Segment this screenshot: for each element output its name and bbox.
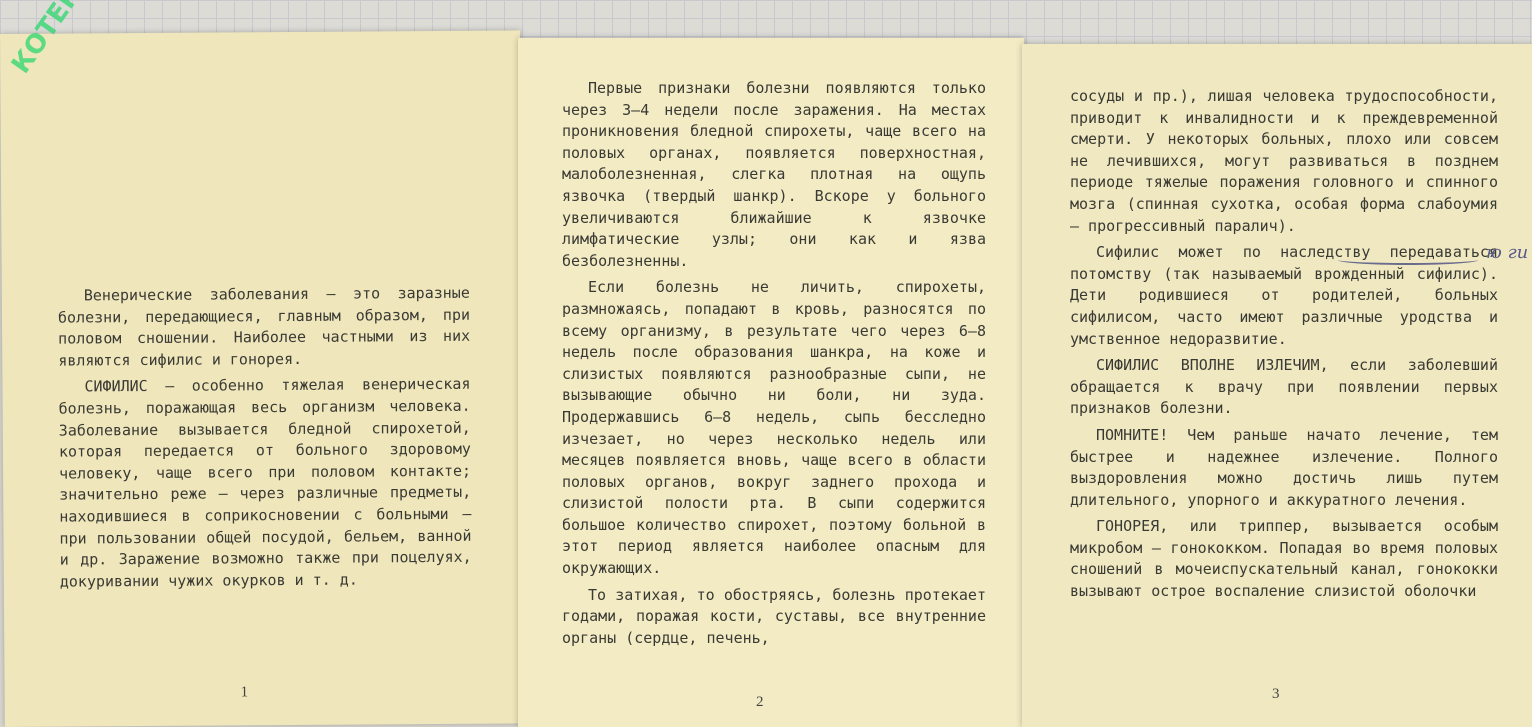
page-2-text bbox=[562, 78, 986, 649]
paragraph: сосуды и пр.), лишая человека трудоспособности, приводит к инвалидности и к преждевременной смерти. У некоторых больных, плохо или совсем не лечившихся, могут развиваться в позднем периоде тяжелые поражения головного и спинного мозга (спинная сухотка, особая форма слабоумия – прогрессивный паралич). bbox=[1070, 87, 1498, 235]
handwritten-note: ю ги bbox=[1486, 242, 1529, 263]
paragraph: ГОНОРЕЯ, или триппер, вызывается особым микробом – гонококком. Попадая во время половых сношений в мочеиспускательный канал, гонококки вызывают острое воспаление слизистой оболочки bbox=[1070, 517, 1498, 601]
booklet-page-3 bbox=[1022, 44, 1532, 727]
page-1-text bbox=[58, 283, 472, 593]
paragraph: То затихая, то обостряясь, болезнь протекает годами, поражая кости, суставы, все внутренние органы (сердце, печень, bbox=[562, 585, 986, 647]
booklet-page-2 bbox=[518, 38, 1024, 727]
paragraph: ПОМНИТЕ! Чем раньше начато лечение, тем быстрее и надежнее излечение. Полного выздоровления можно достичь лишь путем длительного, упорного и аккуратного лечения. bbox=[1070, 425, 1498, 509]
paragraph: Сифилис может по наследству передаваться потомству (так называемый врожденный сифилис). Дети родившиеся от родителей, больных сифилисом, часто имеют различные уродства и умственное недоразвитие. bbox=[1070, 243, 1498, 348]
page-number: 2 bbox=[756, 694, 764, 710]
paragraph: Венерические заболевания – это заразные болезни, передающиеся, главным образом, при половом сношении. Наиболее частными из них являются сифилис и гонорея. bbox=[57, 283, 471, 370]
booklet-page-1 bbox=[0, 30, 525, 727]
paragraph: СИФИЛИС ВПОЛНЕ ИЗЛЕЧИМ, если заболевший обращается к врачу при появлении первых признаков болезни. bbox=[1070, 356, 1498, 418]
paragraph: Если болезнь не личить, спирохеты, размножаясь, попадают в кровь, разносятся по всему организму, в результате чего через 6–8 недель после образования шанкра, на коже и слизистых появляются разнообразные сыпи, не вызывающие обычно ни боли, ни зуда. Продержавшись 6–8 недель, сыпь бесследно изчезает, но через несколько недель или месяцев появляется вновь, чаще всего в области половых органов, вокруг заднего прохода и слизистой полости рта. В сыпи содержится большое количество спирохет, поэтому больной в этот период является наиболее опасным для окружающих. bbox=[562, 278, 986, 578]
page-number: 3 bbox=[1272, 686, 1280, 702]
paragraph: СИФИЛИС – особенно тяжелая венерическая болезнь, поражающая весь организм человека. Заболевание вызывается бледной спирохетой, которая передается от больного здоровому человеку, чаще всего при половом контакте; значительно реже – через различные предметы, находившиеся в соприкосновении с больными – при пользовании общей посудой, бельем, ванной и др. Заражение возможно также при поцелуях, докуривании чужих окурков и т. д. bbox=[58, 375, 472, 591]
paragraph: Первые признаки болезни появляются только через 3–4 недели после заражения. На местах проникновения бледной спирохеты, чаще всего на половых органах, появляется поверхностная, малоболезненная, слегка плотная на ощупь язвочка (твердый шанкр). Вскоре у больного увеличиваются ближайшие к язвочке лимфатические узлы; они как и язва безболезненны. bbox=[562, 79, 986, 270]
pen-underline bbox=[1338, 255, 1478, 265]
page-3-text bbox=[1070, 86, 1498, 603]
page-number: 1 bbox=[240, 684, 249, 701]
